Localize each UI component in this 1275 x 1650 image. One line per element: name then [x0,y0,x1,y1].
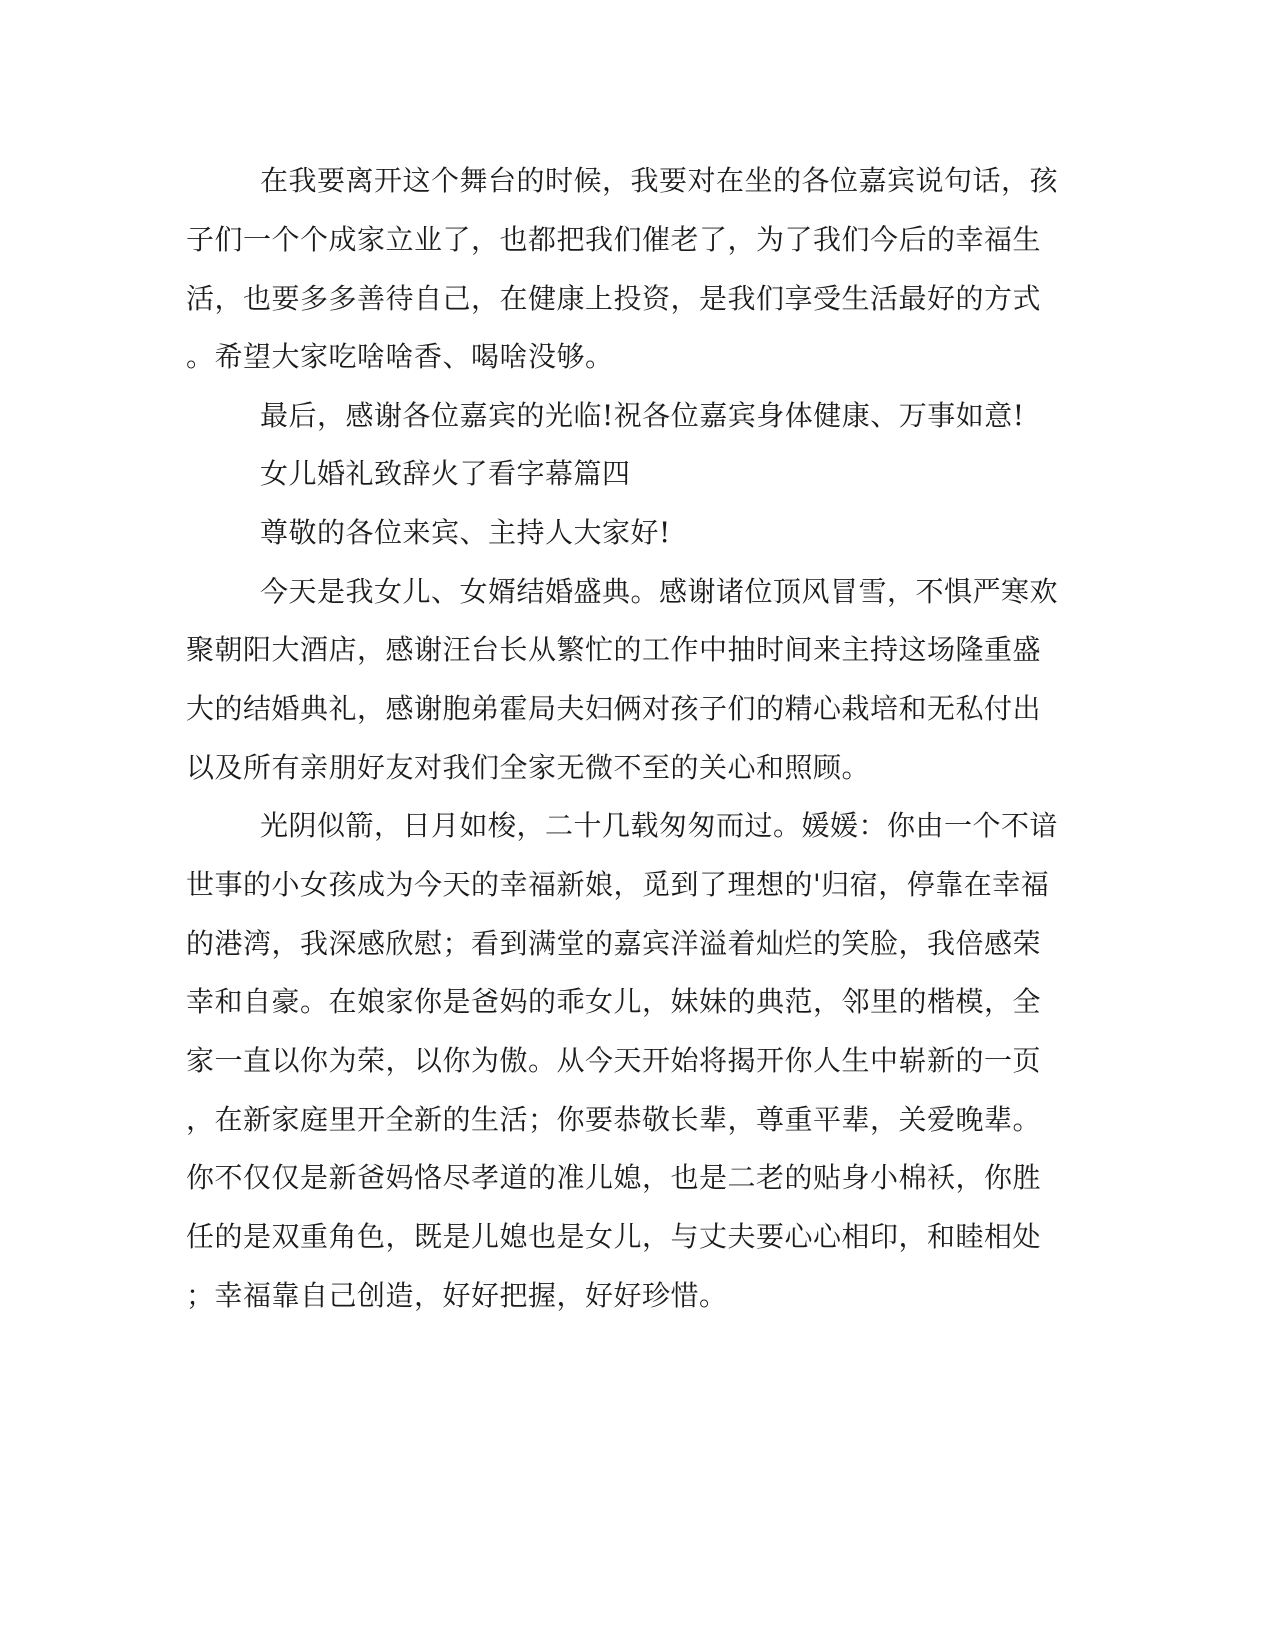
text-line-14: 的港湾，我深感欣慰；看到满堂的嘉宾洋溢着灿烂的笑脸，我倍感荣 [186,927,1042,960]
text-line-18: 你不仅仅是新爸妈恪尽孝道的准儿媳，也是二老的贴身小棉袄，你胜 [186,1161,1042,1194]
text-line-15: 幸和自豪。在娘家你是爸妈的乖女儿，妹妹的典范，邻里的楷模，全 [186,985,1042,1018]
text-line-11: 以及所有亲朋好友对我们全家无微不至的关心和照顾。 [186,751,871,784]
section-heading: 女儿婚礼致辞火了看字幕篇四 [260,457,631,490]
text-line-8: 今天是我女儿、女婿结婚盛典。感谢诸位顶风冒雪，不惧严寒欢 [260,575,1059,608]
text-line-19: 任的是双重角色，既是儿媳也是女儿，与丈夫要心心相印，和睦相处 [186,1220,1042,1253]
text-line-17: ，在新家庭里开全新的生活；你要恭敬长辈，尊重平辈，关爱晚辈。 [186,1103,1042,1136]
text-line-5: 最后，感谢各位嘉宾的光临!祝各位嘉宾身体健康、万事如意! [260,399,1025,432]
text-line-13: 世事的小女孩成为今天的幸福新娘，觅到了理想的'归宿，停靠在幸福 [186,868,1050,901]
text-line-3: 活，也要多多善待自己，在健康上投资，是我们享受生活最好的方式 [186,282,1042,315]
text-line-20: ；幸福靠自己创造，好好把握，好好珍惜。 [186,1279,728,1312]
text-line-16: 家一直以你为荣，以你为傲。从今天开始将揭开你人生中崭新的一页 [186,1044,1042,1077]
text-line-12: 光阴似箭，日月如梭，二十几载匆匆而过。媛媛：你由一个不谙 [260,809,1059,842]
text-line-10: 大的结婚典礼，感谢胞弟霍局夫妇俩对孩子们的精心栽培和无私付出 [186,692,1042,725]
text-line-4: 。希望大家吃啥啥香、喝啥没够。 [186,340,614,373]
text-line-9: 聚朝阳大酒店，感谢汪台长从繁忙的工作中抽时间来主持这场隆重盛 [186,633,1042,666]
salutation: 尊敬的各位来宾、主持人大家好! [260,516,671,549]
text-line-2: 子们一个个成家立业了，也都把我们催老了，为了我们今后的幸福生 [186,223,1042,256]
text-line-1: 在我要离开这个舞台的时候，我要对在坐的各位嘉宾说句话，孩 [260,164,1059,197]
